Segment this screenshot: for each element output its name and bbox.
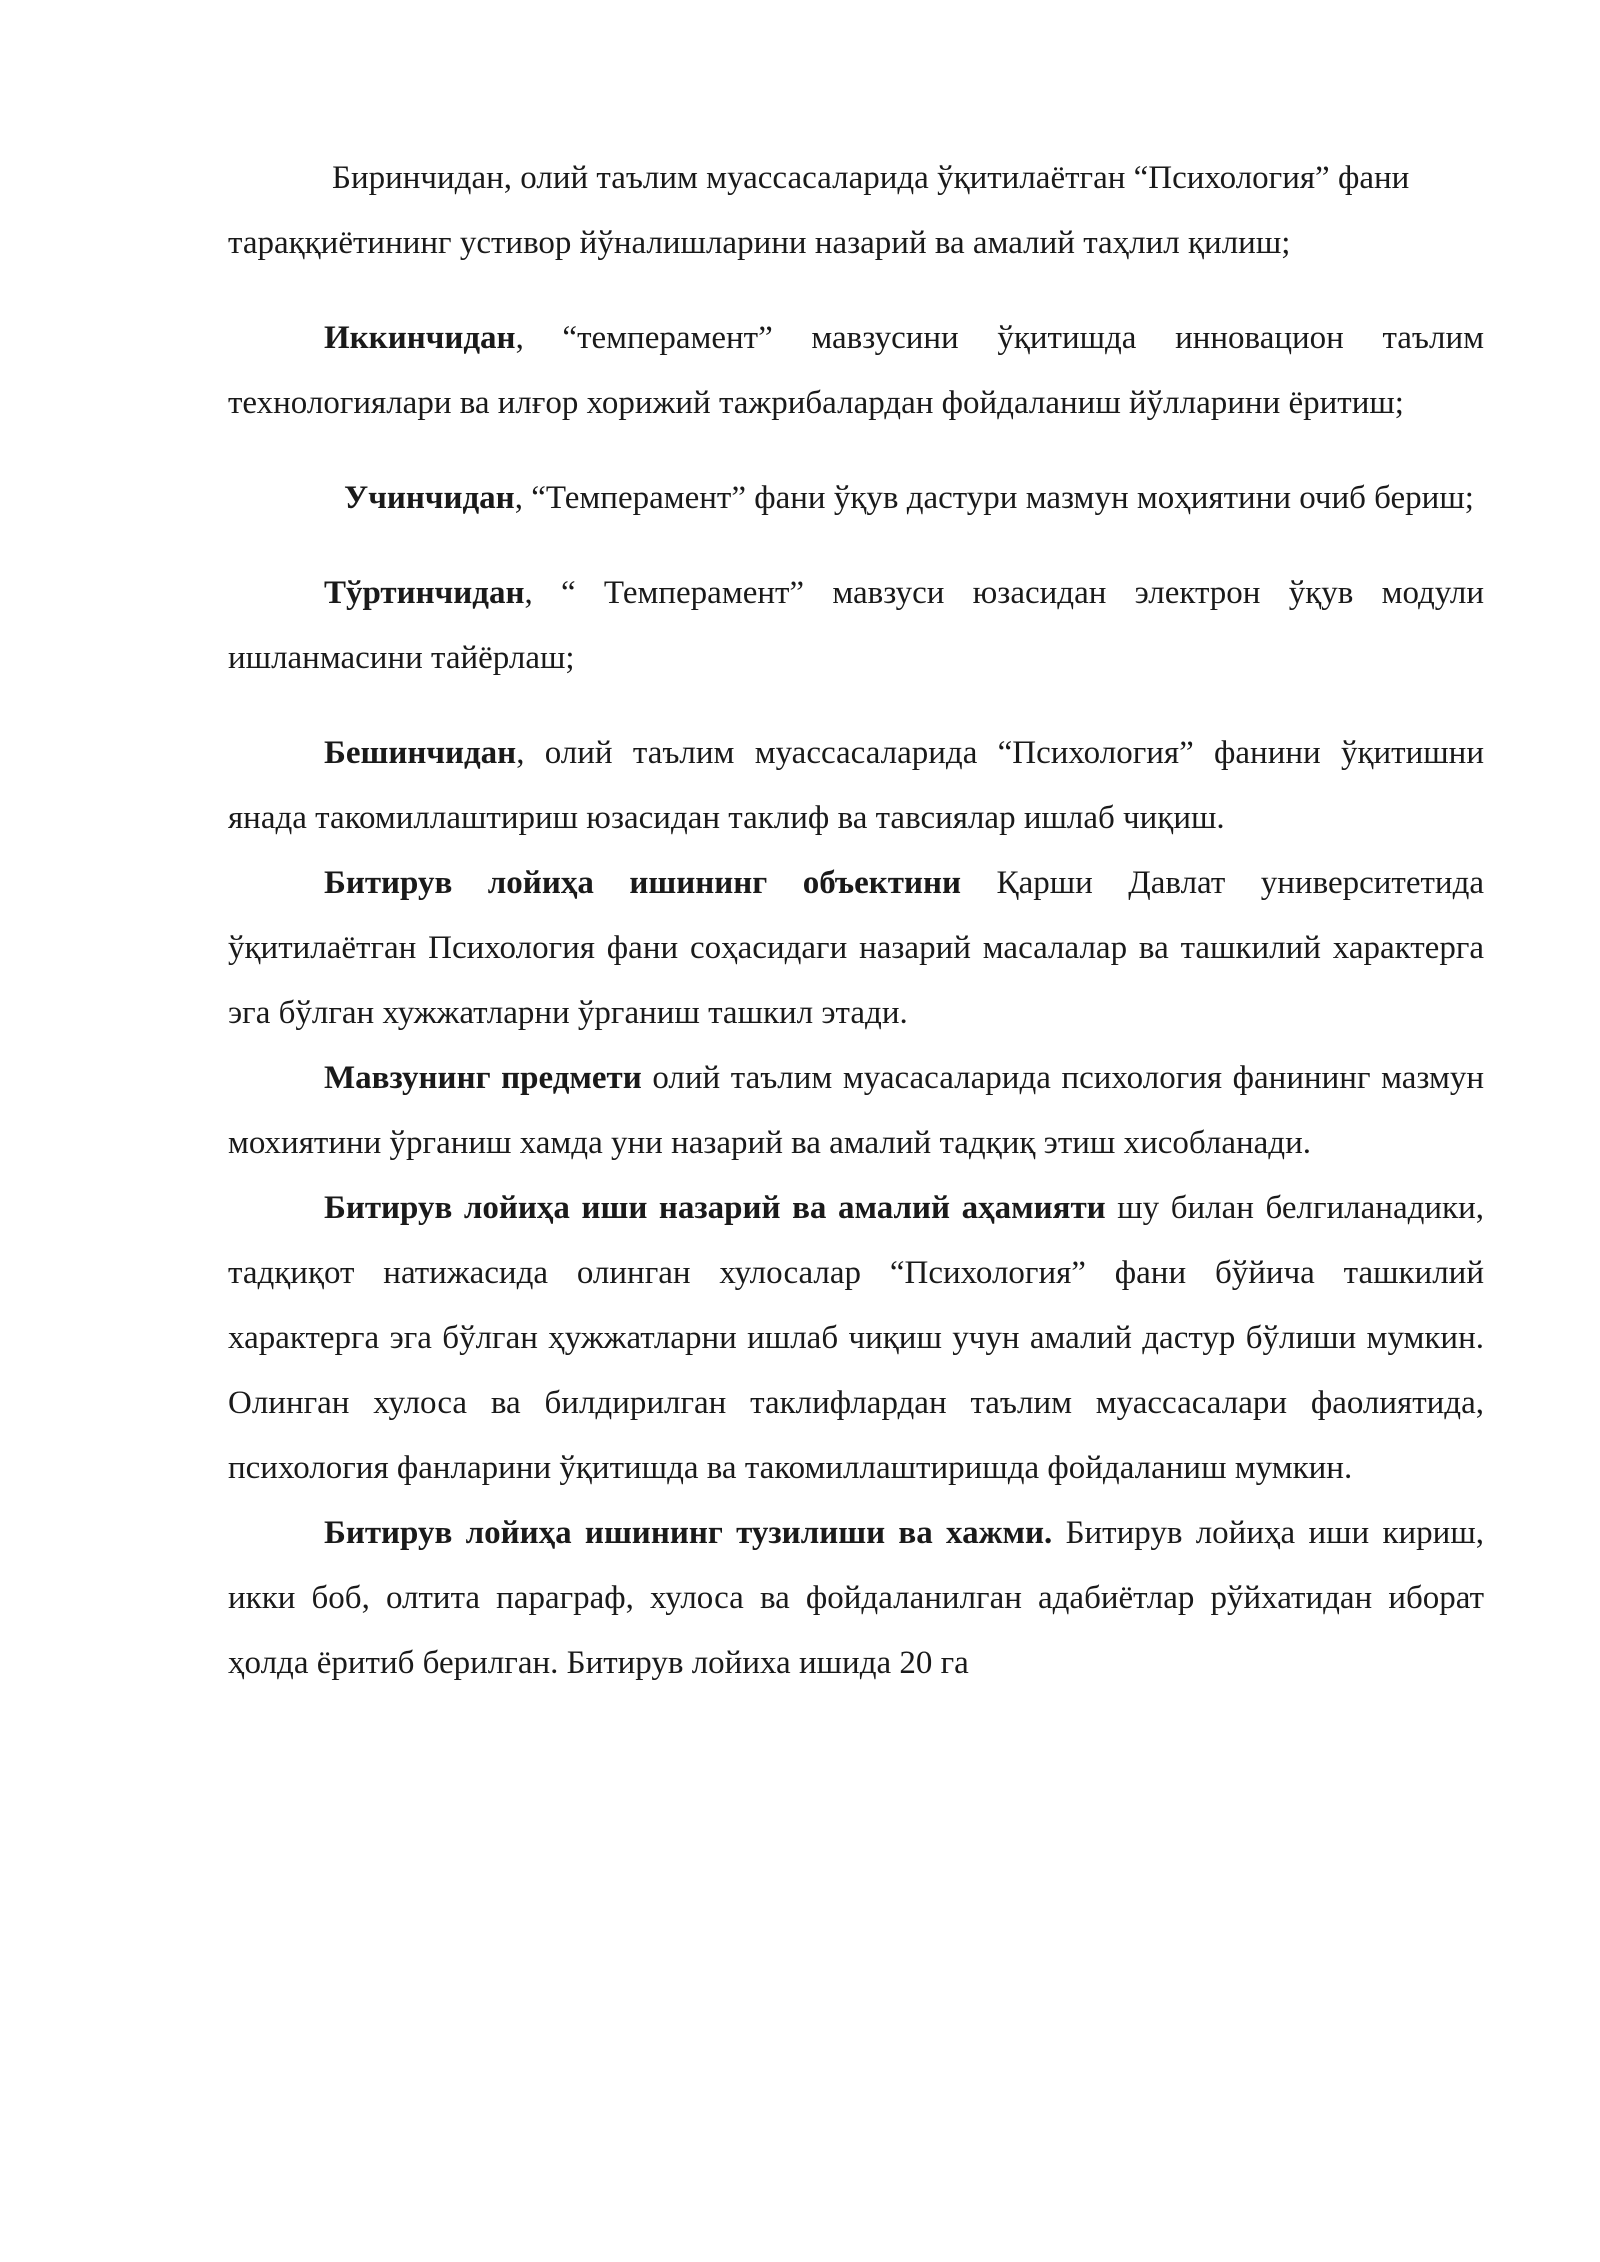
paragraph-object-text: Қарши Давлат университетида ўқитилаётган Психология фани соҳасидаги назарий масалалар ва ташкилий характерга эга бўлган хужжатларни ўрганиш ташкил этади. bbox=[228, 865, 1485, 1031]
paragraph-firstly-text: Биринчидан, олий таълим муассасаларида ўқитилаётган “Психология” фани тараққиётининг устивор йўналишларини назарий ва амалий таҳлил қилиш; bbox=[228, 160, 1410, 261]
paragraph-structure-text: Битирув лойиҳа иши кириш, икки боб, олтита параграф, хулоса ва фойдаланилган адабиётлар рўйхатидан иборат ҳолда ёритиб берилган. Битирув лойиха ишида 20 га bbox=[228, 1515, 1484, 1681]
document-body bbox=[228, 146, 1484, 1696]
paragraph-subject-lead: Мавзунинг предмети bbox=[324, 1060, 642, 1096]
paragraph-structure bbox=[228, 1501, 1484, 1696]
paragraph-object-lead: Битирув лойиҳа ишининг объектини bbox=[324, 865, 962, 901]
paragraph-secondly-lead: Иккинчидан bbox=[324, 320, 516, 356]
paragraph-fourthly-lead: Тўртинчидан bbox=[324, 575, 525, 611]
paragraph-subject bbox=[228, 1046, 1484, 1176]
paragraph-secondly-text: , “темперамент” мавзусини ўқитишда инновацион таълим технологиялари ва илғор хорижий тажрибалардан фойдаланиш йўлларини ёритиш; bbox=[228, 320, 1484, 421]
paragraph-structure-lead: Битирув лойиҳа ишининг тузилиши ва хажми. bbox=[324, 1515, 1053, 1551]
paragraph-fifthly-lead: Бешинчидан bbox=[324, 735, 517, 771]
paragraph-significance bbox=[228, 1176, 1484, 1501]
paragraph-fifthly bbox=[228, 721, 1484, 851]
paragraph-firstly bbox=[228, 146, 1484, 276]
paragraph-significance-lead: Битирув лойиҳа иши назарий ва амалий аҳамияти bbox=[324, 1190, 1106, 1226]
paragraph-object bbox=[228, 851, 1484, 1046]
paragraph-thirdly bbox=[228, 466, 1484, 531]
paragraph-fifthly-text: , олий таълим муассасаларида “Психология” фанини ўқитишни янада такомиллаштириш юзасидан таклиф ва тавсиялар ишлаб чиқиш. bbox=[228, 735, 1484, 836]
paragraph-fourthly bbox=[228, 561, 1484, 691]
paragraph-fourthly-text: , “ Темперамент” мавзуси юзасидан электрон ўқув модули ишланмасини тайёрлаш; bbox=[228, 575, 1484, 676]
paragraph-secondly bbox=[228, 306, 1484, 436]
paragraph-thirdly-text: , “Темперамент” фани ўқув дастури мазмун моҳиятини очиб бериш; bbox=[514, 480, 1474, 516]
paragraph-significance-text: шу билан белгиланадики, тадқиқот натижасида олинган хулосалар “Психология” фани бўйича ташкилий характерга эга бўлган ҳужжатларни ишлаб чиқиш учун амалий дастур бўлиши мумкин. Олинган хулоса ва билдирилган таклифлардан таълим муассасалари фаолиятида, психология фанларини ўқитишда ва такомиллаштиришда фойдаланиш мумкин. bbox=[228, 1190, 1484, 1486]
paragraph-subject-text: олий таълим муасасаларида психология фанининг мазмун мохиятини ўрганиш хамда уни назарий ва амалий тадқиқ этиш хисобланади. bbox=[228, 1060, 1484, 1161]
paragraph-thirdly-lead: Учинчидан bbox=[344, 480, 515, 516]
